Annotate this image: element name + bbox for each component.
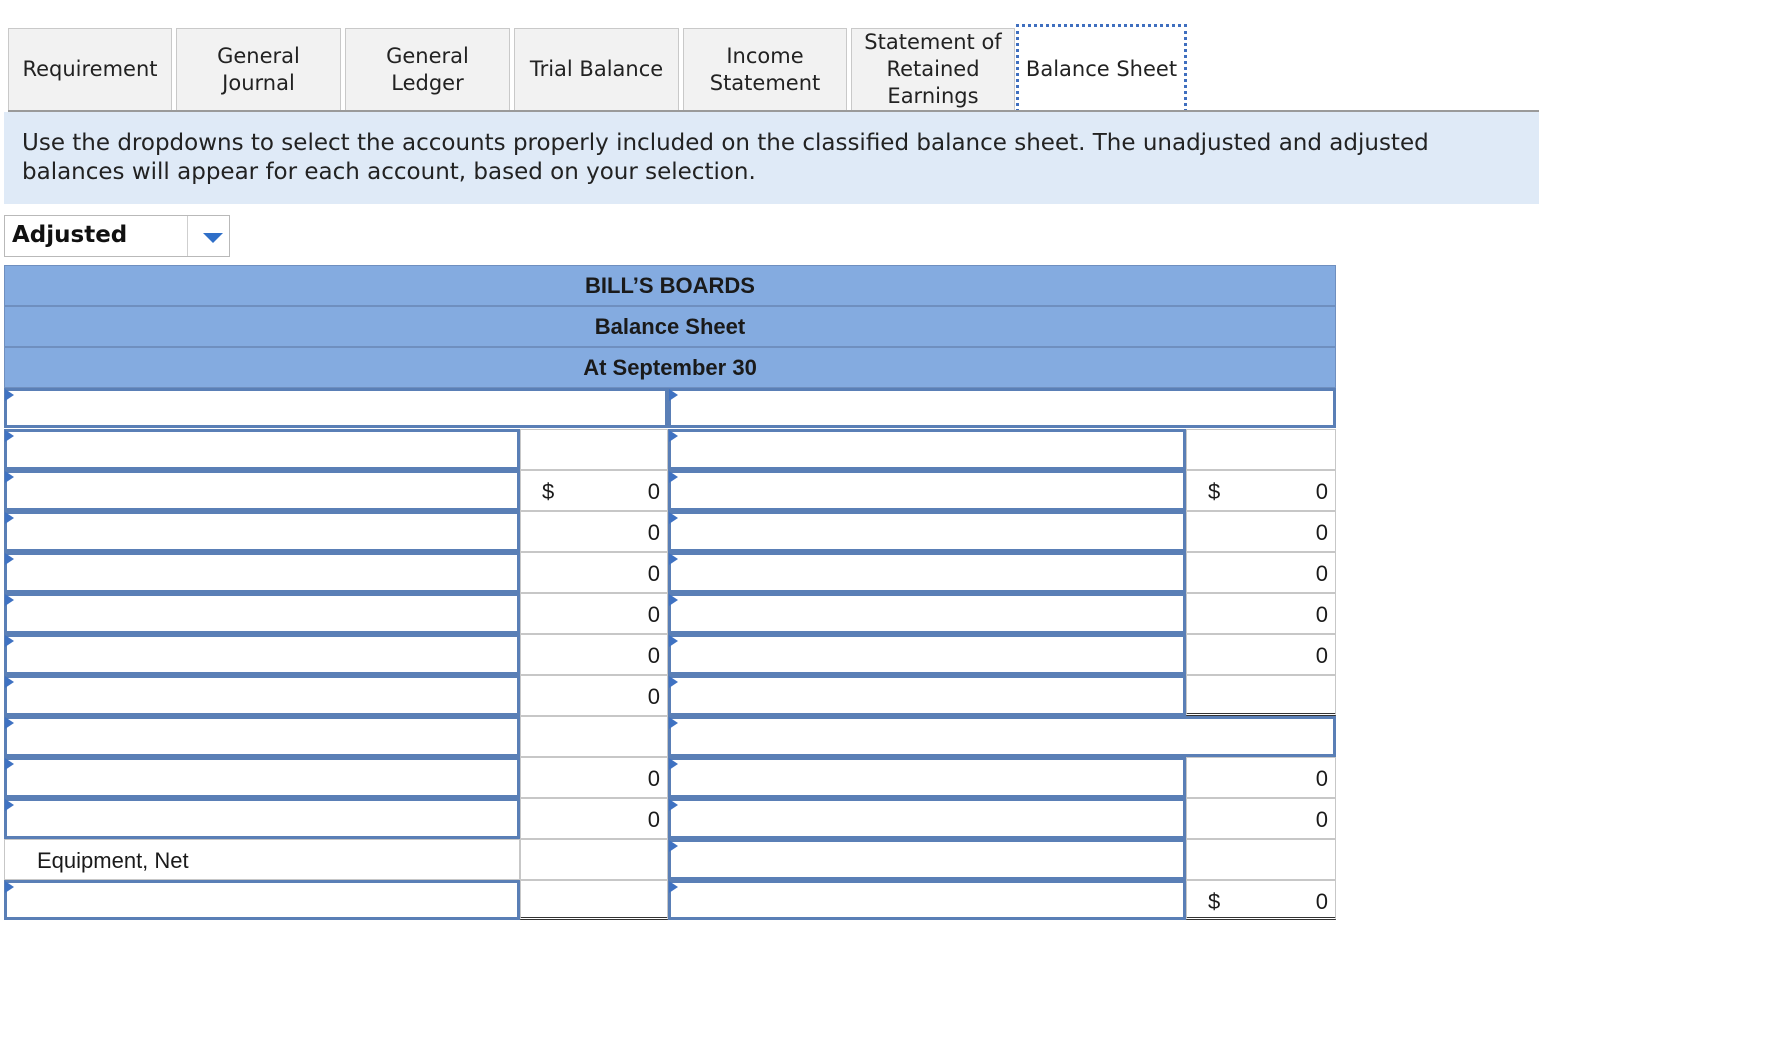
instruction-text: Use the dropdowns to select the accounts properly included on the classified balance sheet. The unadjusted and adjusted balances will appear for each account, based on your selection. (4, 112, 1539, 204)
right-account-select[interactable] (668, 593, 1186, 634)
statement-date: At September 30 (4, 347, 1336, 388)
left-amount-value: 0 (647, 602, 660, 627)
right-amount-cell (1186, 593, 1336, 634)
equipment-net-text: Equipment, Net (37, 848, 189, 873)
right-account-select[interactable] (668, 634, 1186, 675)
tab-label: Requirement (22, 57, 158, 81)
right-amount-cell (1186, 470, 1336, 511)
right-amount-value: 0 (1315, 561, 1328, 586)
tab-label: Trial Balance (529, 57, 664, 81)
right-amount-value: 0 (1315, 479, 1328, 504)
left-amount-value: 0 (647, 643, 660, 668)
adjusted-view-select[interactable] (4, 215, 230, 257)
total-assets-select[interactable] (4, 880, 520, 920)
balance-sheet-worksheet (4, 265, 1336, 920)
company-name: BILL’S BOARDS (4, 265, 1336, 306)
left-amount-value: 0 (647, 766, 660, 791)
left-amount-cell (520, 593, 668, 634)
left-account-select[interactable] (4, 511, 520, 552)
right-total-cell (1186, 675, 1336, 716)
right-amount-cell (1186, 552, 1336, 593)
right-total-value: 0 (1315, 889, 1328, 914)
currency-symbol: $ (1208, 479, 1221, 504)
right-account-select[interactable] (668, 675, 1186, 716)
left-amount-cell (520, 757, 668, 798)
right-amount-cell (1186, 798, 1336, 839)
statement-title: Balance Sheet (4, 306, 1336, 347)
right-section-heading-select[interactable] (668, 388, 1336, 428)
right-amount-cell (1186, 757, 1336, 798)
right-subheading-select[interactable] (668, 429, 1186, 470)
right-account-select[interactable] (668, 470, 1186, 511)
tab-label: Income Statement (709, 43, 821, 95)
left-amount-cell (520, 675, 668, 716)
right-account-select[interactable] (668, 839, 1186, 880)
left-amount-cell (520, 634, 668, 675)
left-subheading-select[interactable] (4, 716, 520, 757)
tab-statement-of-retained-earnings[interactable] (851, 28, 1015, 110)
currency-symbol: $ (542, 479, 555, 504)
currency-symbol: $ (1208, 889, 1221, 914)
left-account-select[interactable] (4, 757, 520, 798)
right-amount-value: 0 (1315, 643, 1328, 668)
left-amount-value: 0 (647, 807, 660, 832)
right-total-cell (1186, 880, 1336, 920)
right-amount-cell (1186, 634, 1336, 675)
equipment-net-label (4, 839, 520, 880)
select-divider (187, 216, 188, 256)
left-amount-value: 0 (647, 479, 660, 504)
left-amount-cell (520, 552, 668, 593)
tab-requirement[interactable] (8, 28, 172, 110)
right-account-select[interactable] (668, 757, 1186, 798)
left-account-select[interactable] (4, 798, 520, 839)
tab-general-ledger[interactable] (345, 28, 510, 110)
left-amount-cell (520, 716, 668, 757)
left-amount-cell (520, 470, 668, 511)
chevron-down-icon (203, 233, 223, 243)
left-amount-value: 0 (647, 684, 660, 709)
right-amount-cell (1186, 839, 1336, 880)
tab-bar (8, 24, 1539, 112)
left-amount-cell (520, 798, 668, 839)
right-amount-value: 0 (1315, 766, 1328, 791)
right-amount-value: 0 (1315, 602, 1328, 627)
tab-label: Balance Sheet (1025, 57, 1178, 81)
left-amount-input[interactable] (520, 839, 668, 880)
left-total-cell (520, 880, 668, 920)
tab-label: General Ledger (386, 43, 469, 95)
left-section-heading-select[interactable] (4, 388, 668, 428)
left-amount-cell (520, 429, 668, 470)
tab-balance-sheet[interactable] (1016, 24, 1187, 112)
right-account-select[interactable] (668, 798, 1186, 839)
left-amount-value: 0 (647, 561, 660, 586)
right-amount-cell (1186, 429, 1336, 470)
tab-label: General Journal (217, 43, 300, 95)
right-account-select[interactable] (668, 552, 1186, 593)
left-subheading-select[interactable] (4, 429, 520, 470)
left-amount-cell (520, 511, 668, 552)
view-select-value: Adjusted (12, 222, 128, 248)
right-section-heading-select[interactable] (668, 716, 1336, 757)
left-account-select[interactable] (4, 470, 520, 511)
tab-trial-balance[interactable] (514, 28, 679, 110)
right-amount-cell (1186, 511, 1336, 552)
right-account-select[interactable] (668, 511, 1186, 552)
left-account-select[interactable] (4, 593, 520, 634)
left-account-select[interactable] (4, 634, 520, 675)
total-liabilities-equity-select[interactable] (668, 880, 1186, 920)
right-amount-value: 0 (1315, 520, 1328, 545)
left-account-select[interactable] (4, 675, 520, 716)
right-amount-value: 0 (1315, 807, 1328, 832)
left-account-select[interactable] (4, 552, 520, 593)
tab-label: Statement of Retained Earnings (864, 30, 1002, 108)
left-amount-value: 0 (647, 520, 660, 545)
tab-income-statement[interactable] (683, 28, 847, 110)
tab-general-journal[interactable] (176, 28, 341, 110)
